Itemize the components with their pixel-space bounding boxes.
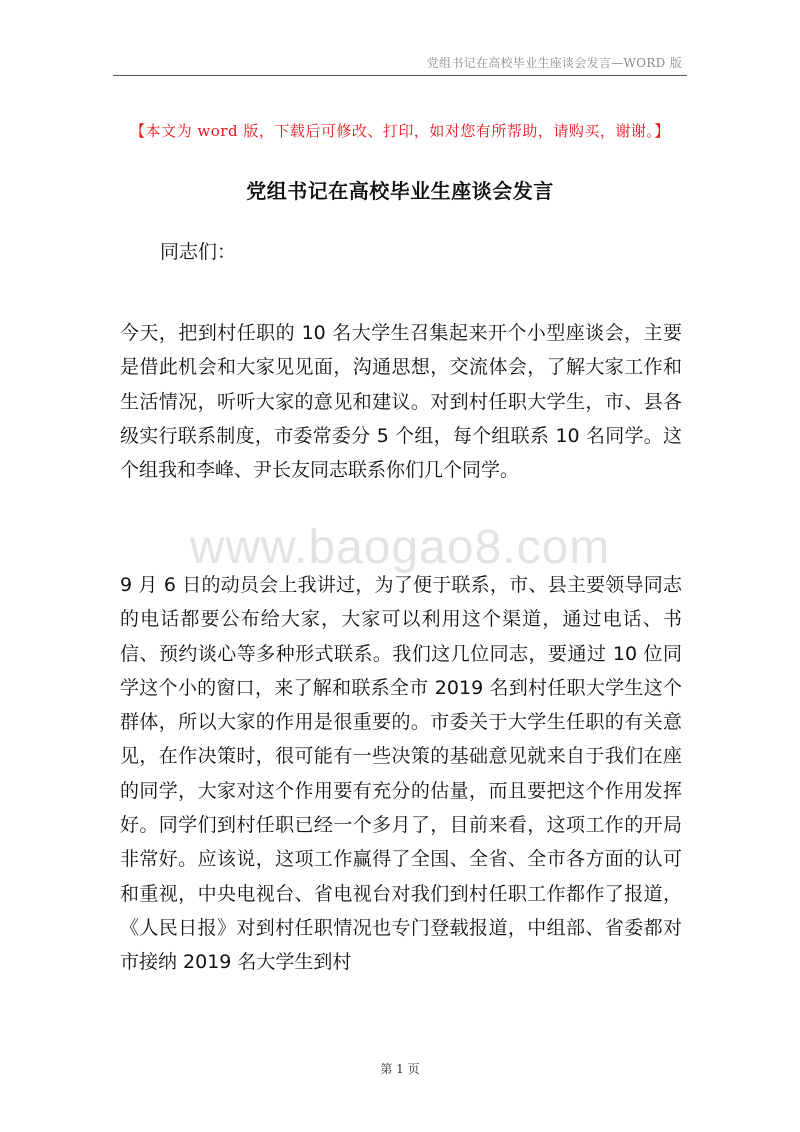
document-title: 党组书记在高校毕业生座谈会发言 [246,179,554,203]
site-watermark: www.baogao8.com [189,521,611,574]
header-divider [113,75,687,76]
salutation: 同志们： [160,241,237,263]
running-header: 党组书记在高校毕业生座谈会发言—WORD 版 [426,56,682,70]
body-paragraph: 今天，把到村任职的 10 名大学生召集起来开个小型座谈会，主要是借此机会和大家见见面，沟通思想，交流体会，了解大家工作和生活情况，听听大家的意见和建议。对到村任职大学生，市、县各级实行联系制度，市委常委分 5 个组，每个组联系 10 名同学。这个组我和李峰、尹长友同志联系你们几个同学。 [120,322,682,482]
purchase-notice: 【本文为 word 版，下载后可修改、打印，如对您有所帮助，请购买，谢谢。】 [130,122,670,140]
body-paragraph: 9 月 6 日的动员会上我讲过，为了便于联系，市、县主要领导同志的电话都要公布给大家，大家可以利用这个渠道，通过电话、书信、预约谈心等多种形式联系。我们这几位同志，要通过 10 位同学这个小的窗口，来了解和联系全市 2019 名到村任职大学生这个群体，所以大家的作用是很重要的。市委关于大学生任职的有关意见，在作决策时，很可能有一些决策的基础意见就来自于我们在座的同学，大家对这个作用要有充分的估量，而且要把这个作用发挥好。同学们到村任职已经一个多月了，目前来看，这项工作的开局非常好。应该说，这项工作赢得了全国、全省、全市各方面的认可和重视，中央电视台、省电视台对我们到村任职工作都作了报道，《人民日报》对到村任职情况也专门登载报道，中组部、省委都对市接纳 2019 名大学生到村 [120,574,682,974]
page-number: 第 1 页 [380,1062,420,1076]
